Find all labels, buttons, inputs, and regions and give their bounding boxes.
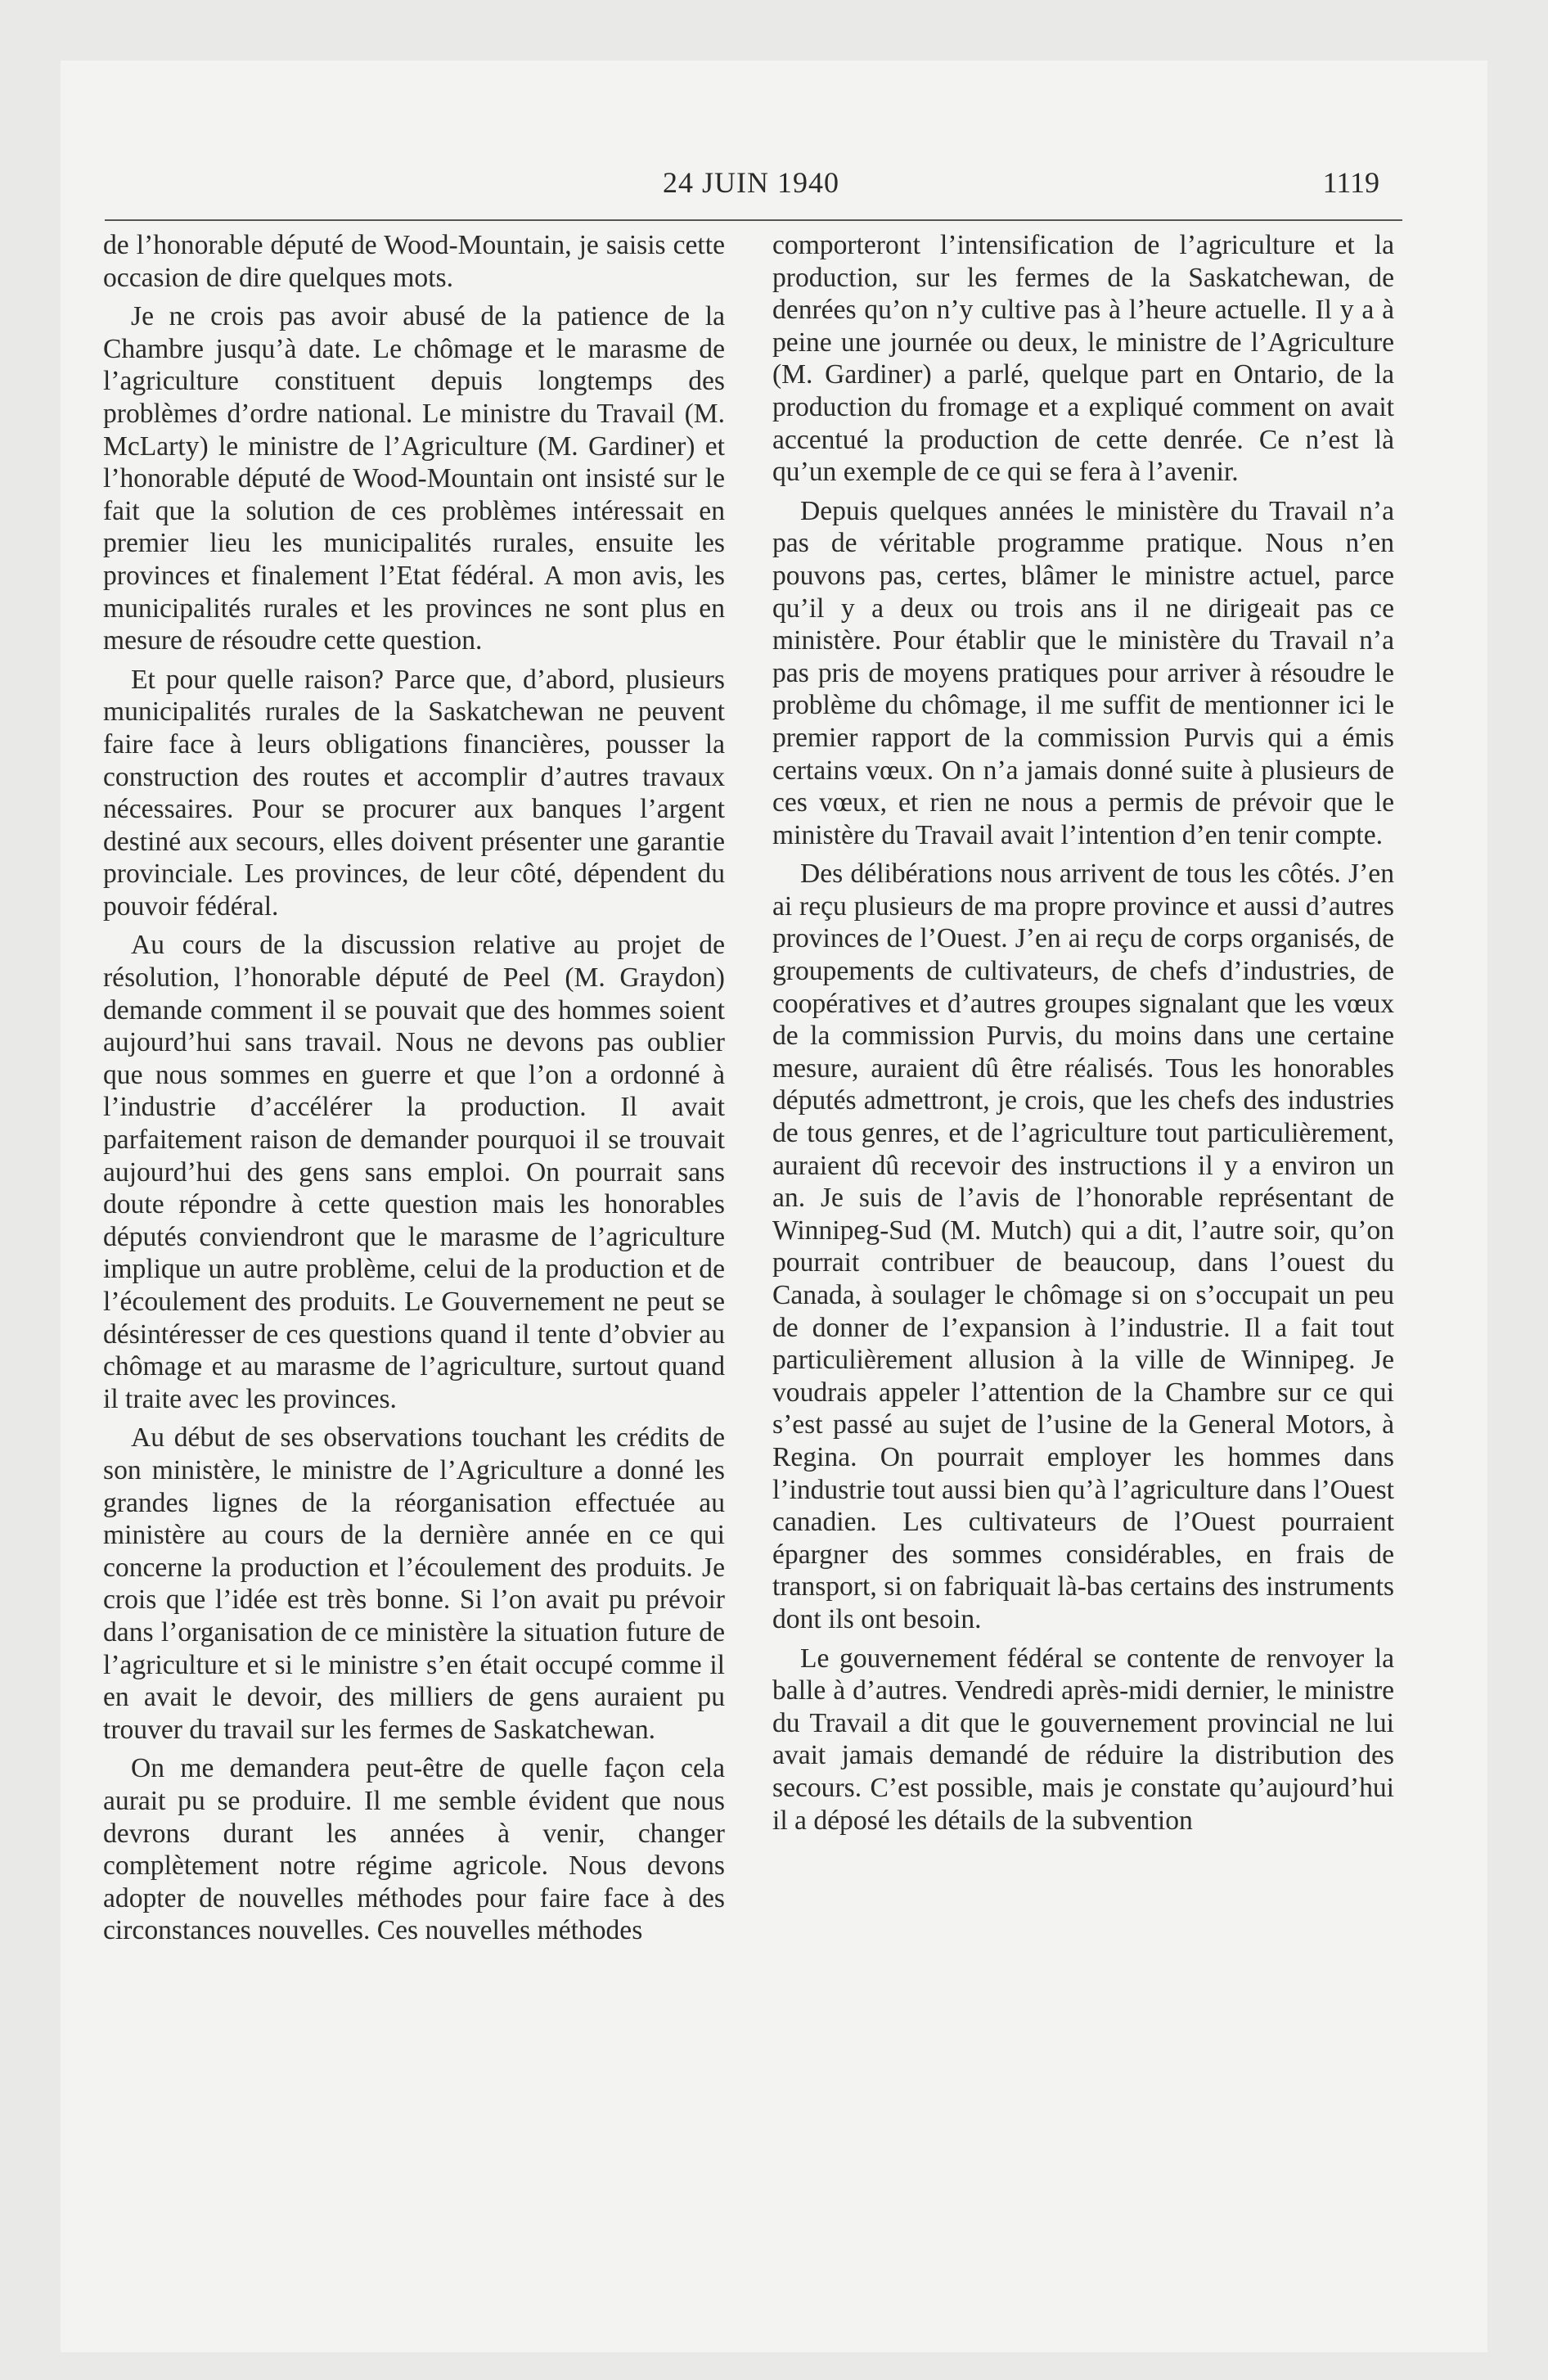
header-rule	[105, 219, 1402, 221]
left-column	[103, 229, 725, 1954]
paragraph: Des délibérations nous arrivent de tous les côtés. J’en ai reçu plusieurs de ma propre province et aussi d’autres provinces de l’Ouest. J’en ai reçu de corps organisés, de groupements de cultivateurs, de chefs d’industries, de coopératives et d’autres groupes signalant que les vœux de la commission Purvis, du moins dans une certaine mesure, auraient dû être réalisés. Tous les honorables députés admettront, je crois, que les chefs des industries de tous genres, et de l’agriculture tout particulièrement, auraient dû recevoir des instructions il y a environ un an. Je suis de l’avis de l’honorable représentant de Winnipeg-Sud (M. Mutch) qui a dit, l’autre soir, qu’on pourrait contribuer de beaucoup, dans l’ouest du Canada, à soulager le chômage si on s’occupait un peu de donner de l’expansion à l’industrie. Il a fait tout particulièrement allusion à la ville de Winnipeg. Je voudrais appeler l’attention de la Chambre sur ce qui s’est passé au sujet de l’usine de la General Motors, à Regina. On pourrait employer les hommes dans l’industrie tout aussi bien qu’à l’agriculture dans l’Ouest canadien. Les cultivateurs de l’Ouest pourraient épargner des sommes considérables, en frais de transport, si on fabriquait là-bas certains des instruments dont ils ont besoin.	[772, 859, 1394, 1634]
paragraph: On me demandera peut-être de quelle façon cela aurait pu se produire. Il me semble évident que nous devrons durant les années à venir, changer complètement notre régime agricole. Nous devons adopter de nouvelles méthodes pour faire face à des circonstances nouvelles. Ces nouvelles méthodes	[103, 1753, 725, 1946]
paragraph: Au début de ses observations touchant les crédits de son ministère, le ministre de l’Agriculture a donné les grandes lignes de la réorganisation effectuée au ministère au cours de la dernière année en ce qui concerne la production et l’écoulement des produits. Je crois que l’idée est très bonne. Si l’on avait pu prévoir dans l’organisation de ce ministère la situation future de l’agriculture et si le ministre s’en était occupé comme il en avait le devoir, des milliers de gens auraient pu trouver du travail sur les fermes de Saskatchewan.	[103, 1422, 725, 1745]
paragraph: comporteront l’intensification de l’agriculture et la production, sur les fermes de la Saskatchewan, de denrées qu’on n’y cultive pas à l’heure actuelle. Il y a à peine une journée ou deux, le ministre de l’Agriculture (M. Gardiner) a parlé, quelque part en Ontario, de la production du fromage et a expliqué comment on avait accentué la production de cette denrée. Ce n’est là qu’un exemple de ce qui se fera à l’avenir.	[772, 230, 1394, 488]
paragraph: Depuis quelques années le ministère du Travail n’a pas de véritable programme pratique. Nous n’en pouvons pas, certes, blâmer le ministre actuel, parce qu’il y a deux ou trois ans il ne dirigeait pas ce ministère. Pour établir que le ministère du Travail n’a pas pris de moyens pratiques pour arriver à résoudre le problème du chômage, il me suffit de mentionner ici le premier rapport de la commission Purvis qui a émis certains vœux. On n’a jamais donné suite à plusieurs de ces vœux, et rien ne nous a permis de prévoir que le ministère du Travail avait l’intention d’en tenir compte.	[772, 495, 1394, 850]
header-date: 24 JUIN 1940	[663, 166, 839, 199]
paragraph: de l’honorable député de Wood-Mountain, je saisis cette occasion de dire quelques mots.	[103, 230, 725, 293]
right-column	[772, 229, 1394, 1843]
paragraph: Et pour quelle raison? Parce que, d’abord, plusieurs municipalités rurales de la Saskatchewan ne peuvent faire face à leurs obligations financières, pousser la construction des routes et accomplir d’autres travaux nécessaires. Pour se procurer aux banques l’argent destiné aux secours, elles doivent présenter une garantie provinciale. Les provinces, de leur côté, dépendent du pouvoir fédéral.	[103, 664, 725, 922]
page-number: 1119	[1322, 166, 1379, 199]
paragraph: Je ne crois pas avoir abusé de la patience de la Chambre jusqu’à date. Le chômage et le marasme de l’agriculture constituent depuis longtemps des problèmes d’ordre national. Le ministre du Travail (M. McLarty) le ministre de l’Agriculture (M. Gardiner) et l’honorable député de Wood-Mountain ont insisté sur le fait que la solution de ces problèmes intéressait en premier lieu les municipalités rurales, ensuite les provinces et finalement l’Etat fédéral. A mon avis, les municipalités rurales et les provinces ne sont plus en mesure de résoudre cette question.	[103, 301, 725, 656]
paragraph: Le gouvernement fédéral se contente de renvoyer la balle à d’autres. Vendredi après-midi dernier, le ministre du Travail a dit que le gouvernement provincial ne lui avait jamais demandé de réduire la distribution des secours. C’est possible, mais je constate qu’aujourd’hui il a déposé les détails de la subvention	[772, 1643, 1394, 1836]
page-header	[61, 165, 1487, 214]
paragraph: Au cours de la discussion relative au projet de résolution, l’honorable député de Peel (M. Graydon) demande comment il se pouvait que des hommes soient aujourd’hui sans travail. Nous ne devons pas oublier que nous sommes en guerre et que l’on a ordonné à l’industrie d’accélérer la production. Il avait parfaitement raison de demander pourquoi il se trouvait aujourd’hui des gens sans emploi. On pourrait sans doute répondre à cette question mais les honorables députés conviendront que le marasme de l’agriculture implique un autre problème, celui de la production et de l’écoulement des produits. Le Gouvernement ne peut se désintéresser de ces questions quand il tente d’obvier au chômage et au marasme de l’agriculture, surtout quand il traite avec les provinces.	[103, 930, 725, 1414]
document-page	[61, 61, 1487, 2352]
